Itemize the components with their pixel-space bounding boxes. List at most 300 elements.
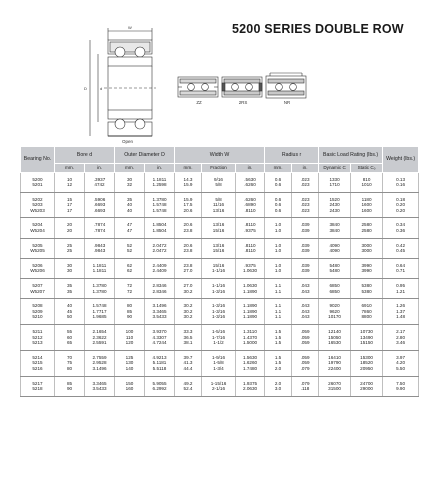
table-cell: 14.3 [175, 172, 202, 182]
table-cell: 0.6 [265, 192, 292, 202]
table-cell: 5480 [319, 268, 351, 278]
table-cell: .9375 [236, 258, 265, 268]
table-cell: 0.71 [383, 268, 419, 278]
table-cell: 1.1811 [85, 268, 115, 278]
table-cell: 24700 [351, 376, 383, 386]
table-cell: 1.9685 [85, 314, 115, 324]
table-cell: .9375 [236, 228, 265, 238]
table-cell: 62 [115, 258, 145, 268]
table-cell: 4.3307 [145, 335, 175, 341]
variant-nr-label: NR [283, 100, 291, 105]
table-cell: 23.8 [175, 228, 202, 238]
table-cell: 3.1496 [85, 366, 115, 376]
table-cell: 3.5433 [145, 314, 175, 324]
table-cell: 1.1811 [85, 258, 115, 268]
table-cell: 52.4 [175, 386, 202, 396]
table-cell: 30 [115, 172, 145, 182]
table-cell: 20.6 [175, 238, 202, 248]
table-cell: 1.0 [265, 218, 292, 228]
table-cell: .3937 [85, 172, 115, 182]
header-width-fraction: Fraction [202, 163, 236, 172]
label-D: D [84, 86, 87, 91]
table-cell: 1.1890 [236, 314, 265, 324]
table-cell: 9020 [319, 299, 351, 309]
table-cell: 10730 [351, 325, 383, 335]
table-cell: 1.0630 [236, 279, 265, 289]
variant-2rs-label: 2RS [238, 100, 248, 105]
table-cell: 15050 [319, 335, 351, 341]
table-cell: 30.2 [175, 299, 202, 309]
table-cell: 1.0630 [236, 268, 265, 278]
table-cell: .6693 [85, 208, 115, 218]
table-cell: 2580 [351, 218, 383, 228]
table-cell: .059 [292, 360, 319, 366]
table-cell: 1.1 [265, 279, 292, 289]
header-static: Static C₀ [351, 163, 383, 172]
table-row [21, 238, 419, 248]
table-cell: 5/8 [202, 182, 236, 192]
table-cell: 20950 [351, 366, 383, 376]
bearing-no-cell: 5204 [21, 218, 55, 228]
table-cell: 35 [55, 279, 85, 289]
table-cell: 1.1890 [236, 289, 265, 299]
table-cell: 0.95 [383, 279, 419, 289]
table-row [21, 228, 419, 238]
table-cell: 1.5630 [236, 350, 265, 360]
table-cell: 120 [115, 340, 145, 350]
table-cell: 12140 [319, 325, 351, 335]
table-cell: 40 [115, 202, 145, 208]
bearing-no-cell: 5213 [21, 340, 55, 350]
table-cell: 25 [55, 248, 85, 258]
table-cell: 1.0 [265, 268, 292, 278]
table-cell: 39.7 [175, 350, 202, 360]
table-cell: 100 [115, 325, 145, 335]
table-cell: 1.7717 [85, 309, 115, 315]
table-row [21, 366, 419, 376]
bearing-no-cell: 5216 [21, 366, 55, 376]
variant-zz-diagram [178, 77, 218, 97]
table-cell: 35 [115, 192, 145, 202]
table-cell: 15150 [351, 340, 383, 350]
table-header [21, 147, 419, 172]
label-d: d [100, 86, 103, 91]
table-cell: 2.3622 [85, 335, 115, 341]
table-cell: 2-1/16 [202, 386, 236, 396]
table-cell: 1.8504 [145, 218, 175, 228]
table-cell: 1.3780 [85, 289, 115, 299]
table-row [21, 289, 419, 299]
bearing-no-cell: 5203 [21, 202, 55, 208]
label-w: W [128, 25, 132, 30]
table-cell: 3.5433 [85, 386, 115, 396]
bearing-no-cell: 5206 [21, 258, 55, 268]
table-cell: 140 [115, 366, 145, 376]
table-cell: 15300 [351, 350, 383, 360]
bearing-no-cell: 5217 [21, 376, 55, 386]
table-cell: 1.5 [265, 340, 292, 350]
table-cell: 65 [55, 340, 85, 350]
table-cell: 1.5 [265, 360, 292, 366]
table-cell: 52 [115, 238, 145, 248]
table-cell: .7874 [85, 228, 115, 238]
table-cell: .8110 [236, 248, 265, 258]
table-cell: 80 [55, 366, 85, 376]
table-cell: 1.1 [265, 314, 292, 324]
table-cell: .043 [292, 314, 319, 324]
table-cell: 1.3780 [85, 279, 115, 289]
table-cell: 2.7559 [85, 350, 115, 360]
table-cell: 15.9 [175, 192, 202, 202]
table-cell: 4742 [85, 182, 115, 192]
table-cell: .039 [292, 258, 319, 268]
table-cell: .5630 [236, 172, 265, 182]
table-cell: 47 [115, 228, 145, 238]
header-outer-in: in. [145, 163, 175, 172]
table-cell: 1.8504 [145, 228, 175, 238]
table-cell: 2.9528 [85, 360, 115, 366]
table-cell: 72 [115, 279, 145, 289]
table-cell: 85 [55, 376, 85, 386]
table-cell: 18520 [351, 360, 383, 366]
header-outer-diameter: Outer Diameter D [115, 147, 175, 163]
table-row [21, 386, 419, 396]
bearing-no-cell: 5211 [21, 325, 55, 335]
table-cell: 26070 [319, 376, 351, 386]
table-cell: 1-1/16 [202, 279, 236, 289]
table-cell: .023 [292, 192, 319, 202]
table-cell: 0.6 [265, 202, 292, 208]
table-row [21, 340, 419, 350]
table-cell: .6260 [236, 192, 265, 202]
table-cell: 1.3110 [236, 325, 265, 335]
table-cell: .6693 [85, 202, 115, 208]
bearing-no-cell: W5207 [21, 289, 55, 299]
table-cell: 15 [55, 192, 85, 202]
table-row [21, 248, 419, 258]
table-cell: 3840 [319, 228, 351, 238]
table-cell: 1-7/16 [202, 335, 236, 341]
table-row [21, 172, 419, 182]
table-cell: 5.9055 [145, 376, 175, 386]
table-cell: 1-3/16 [202, 314, 236, 324]
header-weight: Weight (lbs.) [383, 147, 419, 172]
bearing-no-cell: W5204 [21, 228, 55, 238]
table-cell: 2.1654 [85, 325, 115, 335]
table-cell: 90 [55, 386, 85, 396]
table-cell: 5.1181 [145, 360, 175, 366]
header-radius-mm: mm. [265, 163, 292, 172]
bearing-no-cell: 5209 [21, 309, 55, 315]
table-cell: 72 [115, 289, 145, 299]
table-cell: 3990 [351, 258, 383, 268]
table-cell: 1.5 [265, 350, 292, 360]
table-cell: 2.0472 [145, 248, 175, 258]
table-cell: 0.36 [383, 228, 419, 238]
table-cell: .059 [292, 335, 319, 341]
table-cell: 80 [115, 299, 145, 309]
table-cell: 7860 [351, 309, 383, 315]
table-cell: 4.9213 [145, 350, 175, 360]
table-cell: 30 [55, 258, 85, 268]
table-cell: 3.3465 [85, 376, 115, 386]
table-row [21, 258, 419, 268]
table-cell: 6910 [351, 299, 383, 309]
table-cell: .039 [292, 228, 319, 238]
table-cell: 1330 [319, 172, 351, 182]
table-cell: 36.5 [175, 335, 202, 341]
table-cell: 30.2 [175, 309, 202, 315]
table-cell: 15/16 [202, 248, 236, 258]
table-cell: 130 [115, 360, 145, 366]
table-cell: 3000 [351, 248, 383, 258]
table-cell: 20 [55, 218, 85, 228]
table-cell: 11/16 [202, 202, 236, 208]
bearing-no-cell: W5205 [21, 248, 55, 258]
table-cell: 16410 [319, 350, 351, 360]
table-cell: 0.64 [383, 258, 419, 268]
bearing-diagram [0, 0, 425, 150]
table-cell: 1.21 [383, 289, 419, 299]
table-cell: .039 [292, 268, 319, 278]
table-cell: 5380 [351, 289, 383, 299]
table-cell: 2.0630 [236, 386, 265, 396]
table-cell: 23.8 [175, 248, 202, 258]
header-radius-in: in. [292, 163, 319, 172]
table-cell: 1.5 [265, 325, 292, 335]
table-cell: 5.50 [383, 366, 419, 376]
table-cell: 32 [115, 182, 145, 192]
table-cell: .6890 [236, 202, 265, 208]
table-cell: 17 [55, 208, 85, 218]
table-cell: 22400 [319, 366, 351, 376]
table-cell: 10170 [319, 314, 351, 324]
table-cell: 41.3 [175, 360, 202, 366]
table-cell: 1-5/8 [202, 360, 236, 366]
table-cell: 13490 [351, 335, 383, 341]
table-cell: 1-3/16 [202, 289, 236, 299]
table-cell: 110 [115, 335, 145, 341]
table-cell: 30 [55, 268, 85, 278]
table-cell: 810 [351, 172, 383, 182]
table-cell: 2430 [319, 202, 351, 208]
table-cell: 50 [55, 314, 85, 324]
table-cell: 9620 [319, 309, 351, 315]
table-cell: .059 [292, 340, 319, 350]
table-cell: .043 [292, 289, 319, 299]
table-cell: 2.0 [265, 376, 292, 386]
header-outer-mm: mm. [115, 163, 145, 172]
table-cell: 1.5 [265, 335, 292, 341]
table-cell: .039 [292, 238, 319, 248]
table-cell: 52 [115, 248, 145, 258]
table-cell: 55 [55, 325, 85, 335]
header-dynamic: Dynamic C [319, 163, 351, 172]
table-cell: .043 [292, 279, 319, 289]
table-cell: 33.3 [175, 325, 202, 335]
table-cell: 40 [55, 299, 85, 309]
table-cell: 2430 [319, 208, 351, 218]
bearing-no-cell: 5205 [21, 238, 55, 248]
table-cell: 1.5748 [145, 202, 175, 208]
table-cell: .023 [292, 172, 319, 182]
bearing-no-cell: 5214 [21, 350, 55, 360]
table-cell: 2.8346 [145, 279, 175, 289]
table-cell: 1-1/16 [202, 268, 236, 278]
table-cell: 1-3/16 [202, 299, 236, 309]
table-cell: .6260 [236, 182, 265, 192]
table-cell: 0.20 [383, 208, 419, 218]
table-cell: 35 [55, 289, 85, 299]
table-cell: 0.45 [383, 248, 419, 258]
table-cell: .059 [292, 325, 319, 335]
table-cell: 38.1 [175, 340, 202, 350]
table-cell: .8110 [236, 208, 265, 218]
table-body [21, 172, 419, 396]
table-cell: 2.0472 [145, 238, 175, 248]
bearing-no-cell: 5218 [21, 386, 55, 396]
table-cell: 0.20 [383, 202, 419, 208]
table-cell: 1.1 [265, 299, 292, 309]
table-cell: 29000 [351, 386, 383, 396]
table-cell: 1.1 [265, 289, 292, 299]
header-width: Width W [175, 147, 265, 163]
table-cell: 1.0 [265, 248, 292, 258]
table-cell: 7.50 [383, 376, 419, 386]
table-cell: 5380 [351, 279, 383, 289]
table-cell: 150 [115, 376, 145, 386]
table-cell: 1.3780 [145, 192, 175, 202]
variant-2rs-diagram [222, 77, 262, 97]
table-cell: 1180 [351, 192, 383, 202]
table-cell: .079 [292, 376, 319, 386]
table-cell: 3.97 [383, 350, 419, 360]
table-cell: 27.0 [175, 268, 202, 278]
table-cell: 62 [115, 268, 145, 278]
bearing-no-cell: W5203 [21, 208, 55, 218]
table-cell: .023 [292, 208, 319, 218]
table-cell: 1.1811 [145, 172, 175, 182]
header-load-rating: Basic Load Rating (lbs.) [319, 147, 383, 163]
table-cell: 0.42 [383, 238, 419, 248]
table-cell: 1600 [351, 202, 383, 208]
table-row [21, 182, 419, 192]
table-cell: 1.0 [265, 238, 292, 248]
variant-zz-label: ZZ [196, 100, 202, 105]
table-cell: .039 [292, 218, 319, 228]
table-cell: 5480 [319, 258, 351, 268]
table-cell: 9/16 [202, 172, 236, 182]
table-cell: 15/16 [202, 258, 236, 268]
bearing-no-cell: 5212 [21, 335, 55, 341]
table-cell: 3.46 [383, 340, 419, 350]
table-cell: 16530 [319, 340, 351, 350]
table-cell: 1.48 [383, 314, 419, 324]
table-cell: 0.34 [383, 218, 419, 228]
table-cell: 2.8346 [145, 289, 175, 299]
table-cell: 1710 [319, 182, 351, 192]
table-cell: 1.37 [383, 309, 419, 315]
table-cell: 1.6260 [236, 360, 265, 366]
table-cell: 1-3/16 [202, 309, 236, 315]
table-cell: 20.6 [175, 218, 202, 228]
bearing-no-cell: W5206 [21, 268, 55, 278]
table-cell: .118 [292, 386, 319, 396]
table-cell: 3.1496 [145, 299, 175, 309]
table-cell: 1.9375 [236, 376, 265, 386]
table-cell: 2.80 [383, 335, 419, 341]
table-cell: 20.6 [175, 208, 202, 218]
table-cell: 6850 [319, 279, 351, 289]
table-cell: 1-15/16 [202, 376, 236, 386]
table-cell: 1-3/4 [202, 366, 236, 376]
table-cell: 44.4 [175, 366, 202, 376]
table-cell: 8800 [351, 314, 383, 324]
table-cell: 1-5/16 [202, 325, 236, 335]
table-cell: 15.9 [175, 182, 202, 192]
table-row [21, 325, 419, 335]
table-cell: 40 [115, 208, 145, 218]
table-cell: 12 [55, 182, 85, 192]
table-row [21, 314, 419, 324]
bearing-no-cell: 5200 [21, 172, 55, 182]
table-cell: 13/16 [202, 238, 236, 248]
table-cell: .5906 [85, 192, 115, 202]
table-cell: 1.1890 [236, 299, 265, 309]
table-cell: .9843 [85, 248, 115, 258]
variant-nr-diagram [266, 73, 306, 98]
table-cell: 2.17 [383, 325, 419, 335]
table-cell: 4.7244 [145, 340, 175, 350]
table-cell: 0.6 [265, 208, 292, 218]
bearing-no-cell: 5202 [21, 192, 55, 202]
table-cell: 1-9/16 [202, 350, 236, 360]
table-cell: 13/16 [202, 208, 236, 218]
label-open: Open [122, 139, 134, 144]
table-cell: 75 [55, 360, 85, 366]
bearing-no-cell: 5215 [21, 360, 55, 366]
table-cell: .023 [292, 202, 319, 208]
table-cell: 1-1/2 [202, 340, 236, 350]
table-cell: 0.6 [265, 172, 292, 182]
table-cell: 1.7480 [236, 366, 265, 376]
table-cell: 20 [55, 228, 85, 238]
table-cell: 6.2992 [145, 386, 175, 396]
table-cell: 47 [115, 218, 145, 228]
table-cell: 13/16 [202, 218, 236, 228]
table-cell: 4090 [319, 248, 351, 258]
table-row [21, 279, 419, 289]
table-cell: 5.5118 [145, 366, 175, 376]
header-bore-in: in. [85, 163, 115, 172]
table-cell: 1.26 [383, 299, 419, 309]
table-cell: 0.16 [383, 182, 419, 192]
header-bore: Bore d [55, 147, 115, 163]
table-cell: 60 [55, 335, 85, 341]
table-cell: 1.0 [265, 228, 292, 238]
header-radius: Radius r [265, 147, 319, 163]
table-cell: 160 [115, 386, 145, 396]
table-cell: 2580 [351, 228, 383, 238]
bearing-no-cell: 5207 [21, 279, 55, 289]
table-cell: 1.5748 [145, 208, 175, 218]
table-cell: .043 [292, 309, 319, 315]
table-cell: 1010 [351, 182, 383, 192]
table-cell: 3000 [351, 238, 383, 248]
table-row [21, 218, 419, 228]
table-cell: 2.4409 [145, 268, 175, 278]
table-cell: 4.20 [383, 360, 419, 366]
